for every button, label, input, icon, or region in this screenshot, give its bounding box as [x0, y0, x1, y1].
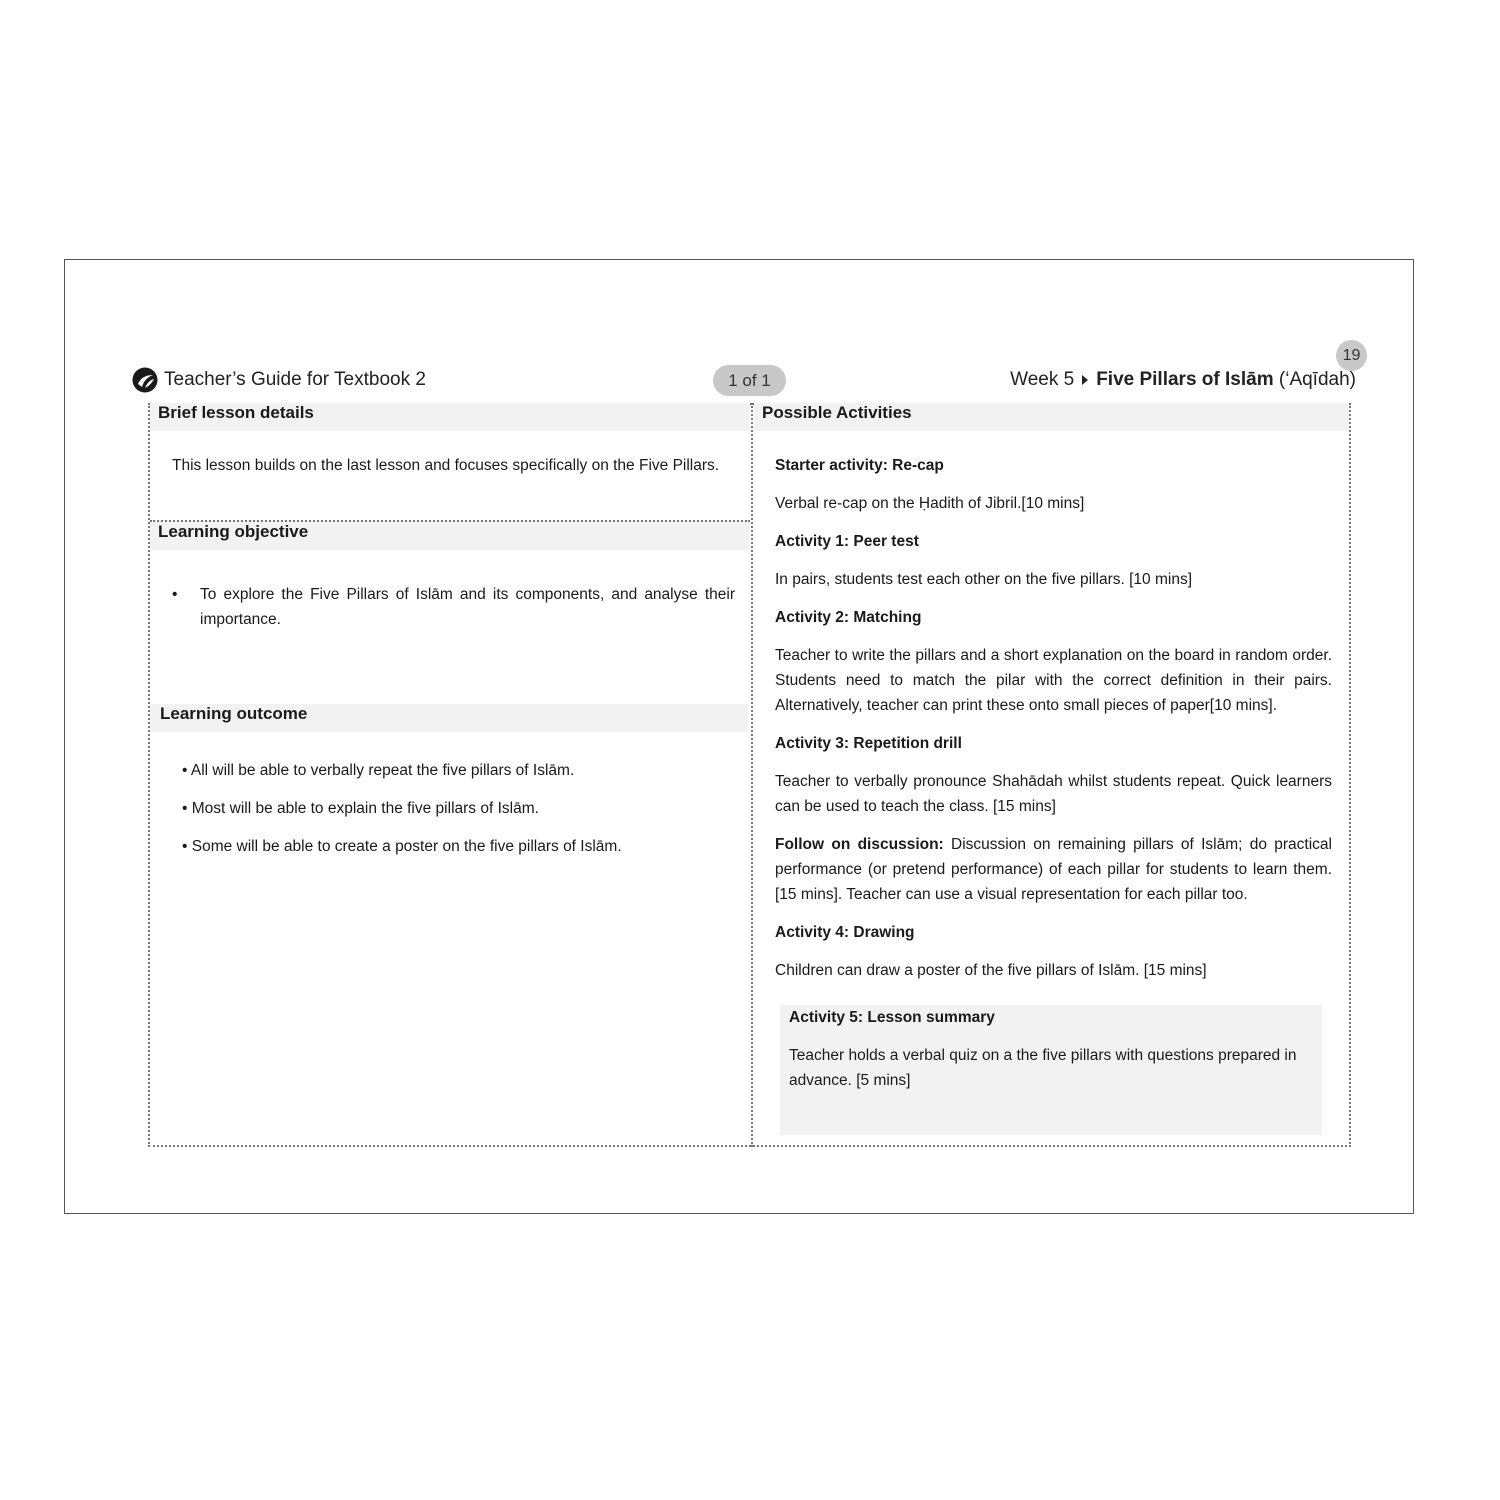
- objective-text: To explore the Five Pillars of Islām and its components, and analyse their importance.: [200, 586, 735, 628]
- activity5-title: Activity 5: Lesson summary: [789, 1009, 995, 1026]
- header-left: [132, 365, 426, 395]
- week-label: Week 5: [1010, 369, 1075, 390]
- outcome-list: [182, 758, 742, 872]
- logo-icon: [132, 367, 158, 393]
- activity2-title: Activity 2: Matching: [775, 609, 922, 626]
- activities-list: [775, 453, 1332, 996]
- topic-title: Five Pillars of Islām: [1096, 369, 1274, 390]
- follow-on-block: [775, 832, 1332, 907]
- activity5-text: Teacher holds a verbal quiz on a the five pillars with questions prepared in advance. [5 mins]: [789, 1047, 1297, 1089]
- header-right: [1010, 365, 1356, 395]
- follow-on-title: Follow on discussion:: [775, 836, 944, 853]
- starter-text: Verbal re-cap on the Ḥadith of Jibril.[10 mins]: [775, 495, 1085, 512]
- page-count-badge: 1 of 1: [713, 365, 786, 396]
- follow-on-text: Discussion on remaining pillars of Islām; do practical performance (or pretend performance) of each pillar for students to learn them. [15 mins]. Teacher can use a visual representation for each pillar too.: [775, 836, 1332, 903]
- starter-title: Starter activity: Re-cap: [775, 457, 944, 474]
- activity2-text: Teacher to write the pillars and a short explanation on the board in random order. Students need to match the pilar with the correct definition in their pairs. Alternatively, teacher can print these onto small pieces of paper[10 mins].: [775, 647, 1332, 714]
- activity3-text: Teacher to verbally pronounce Shahādah whilst students repeat. Quick learners can be used to teach the class. [15 mins]: [775, 773, 1332, 815]
- objective-item: [172, 582, 735, 632]
- list-item: • All will be able to verbally repeat the five pillars of Islām.: [182, 762, 575, 779]
- bullet: •: [172, 586, 178, 603]
- section-heading-activities: Possible Activities: [754, 403, 1349, 431]
- list-item: • Some will be able to create a poster on the five pillars of Islām.: [182, 838, 622, 855]
- lesson-summary-box: [780, 1005, 1322, 1135]
- section-heading-brief: Brief lesson details: [150, 403, 750, 431]
- guide-title: Teacher’s Guide for Textbook 2: [164, 369, 426, 390]
- activity3-title: Activity 3: Repetition drill: [775, 735, 962, 752]
- page-number-badge: 19: [1336, 340, 1367, 371]
- activity1-title: Activity 1: Peer test: [775, 533, 919, 550]
- arrow-right-icon: [1082, 375, 1088, 385]
- brief-text: This lesson builds on the last lesson and focuses specifically on the Five Pillars.: [172, 457, 720, 474]
- list-item: • Most will be able to explain the five pillars of Islām.: [182, 800, 539, 817]
- topic-subtitle: (‘Aqīdah): [1278, 369, 1356, 390]
- activity4-title: Activity 4: Drawing: [775, 924, 915, 941]
- section-heading-outcome: Learning outcome: [150, 704, 748, 732]
- section-heading-objective: Learning objective: [150, 520, 750, 550]
- activity1-text: In pairs, students test each other on the five pillars. [10 mins]: [775, 571, 1192, 588]
- activity4-text: Children can draw a poster of the five pillars of Islām. [15 mins]: [775, 962, 1207, 979]
- column-divider: [751, 403, 753, 1147]
